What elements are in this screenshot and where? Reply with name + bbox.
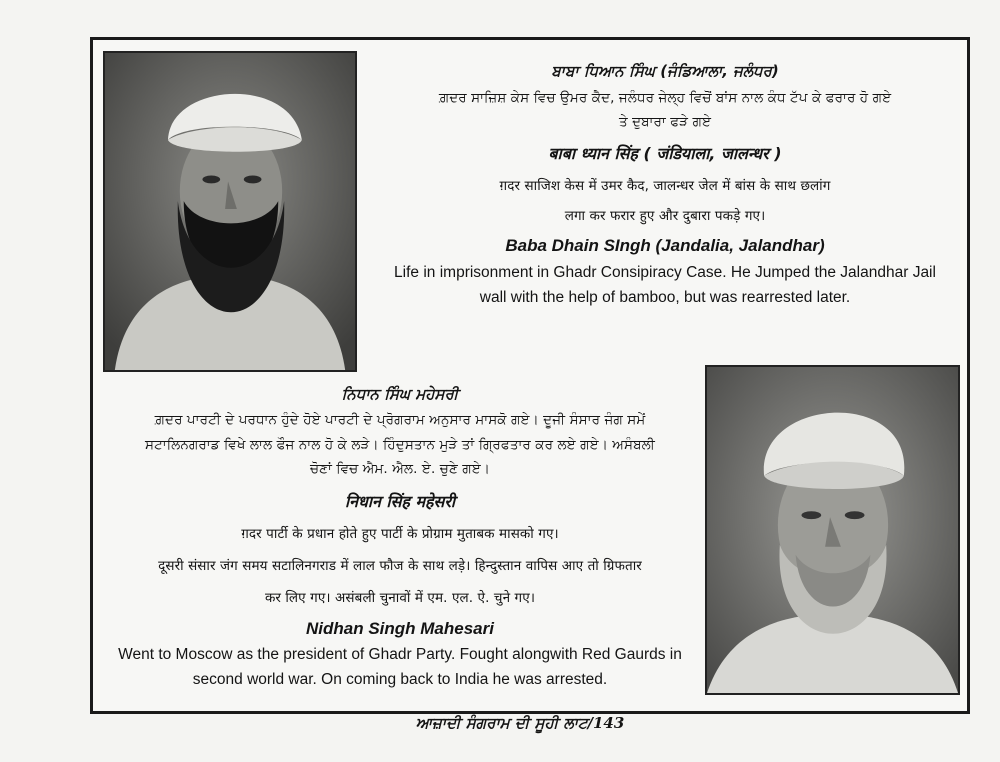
entry1-english-line1: Life in imprisonment in Ghadr Consipiracy Case. He Jumped the Jalandhar Jail [394,264,936,281]
entry1-hindi-line2: लगा कर फरार हुए और दुबारा पकड़े गए। [564,208,766,224]
entry2-hindi-line3: कर लिए गए। असंबली चुनावों में एम. एल. ऐ. चुने गए। [264,590,536,606]
entry2-punjabi-line2: ਸਟਾਲਿਨਗਰਾਡ ਵਿਖੇ ਲਾਲ ਫੌਜ ਨਾਲ ਹੋ ਕੇ ਲੜੇ। ਹਿੰਦੁਸਤਾਨ ਮੁੜੇ ਤਾਂ ਗ੍ਰਿਫਤਾਰ ਕਰ ਲਏ ਗਏ। ਅਸੰਬਲੀ [145,437,655,453]
entry1-hindi-line1: ग़दर साजिश केस में उमर कैद, जालन्धर जेल में बांस के साथ छलांग [499,178,831,194]
entry2-punjabi-title: ਨਿਧਾਨ ਸਿੰਘ ਮਹੇਸਰੀ [341,385,459,403]
entry2-hindi-title: निधान सिंह महेसरी [344,492,456,511]
entry2-english-title: Nidhan Singh Mahesari [306,619,494,638]
entry2-punjabi-line1: ਗ਼ਦਰ ਪਾਰਟੀ ਦੇ ਪਰਧਾਨ ਹੁੰਦੇ ਹੋਏ ਪਾਰਟੀ ਦੇ ਪ੍ਰੋਗਰਾਮ ਅਨੁਸਾਰ ਮਾਸਕੋ ਗਏ। ਦੂਜੀ ਸੰਸਾਰ ਜੰਗ ਸਮੇਂ [154,412,646,428]
portrait-baba-dhain-singh [103,51,357,372]
entry2-hindi-line1: ग़दर पार्टी के प्रधान होते हुए पार्टी के प्रोग्राम मुताबक मासको गए। [241,526,559,542]
entry2-hindi-line2: दूसरी संसार जंग समय सटालिनगराड में लाल फौज के साथ लड़े। हिन्दुस्तान वापिस आए तो ग्रिफतार [158,558,642,574]
portrait-nidhan-singh-mahesari [705,365,960,695]
entry1-english-title: Baba Dhain SIngh (Jandalia, Jalandhar) [505,236,825,255]
entry1-punjabi-line2: ਤੇ ਦੁਬਾਰਾ ਫੜੇ ਗਏ [618,114,712,130]
entry1-hindi-title: बाबा ध्यान सिंह ( जंडियाला, जालन्धर ) [548,144,782,163]
entry2-english-line2: second world war. On coming back to India he was arrested. [192,671,608,688]
entry1-punjabi-line1: ਗ਼ਦਰ ਸਾਜ਼ਿਸ਼ ਕੇਸ ਵਿਚ ਉਮਰ ਕੈਦ, ਜਲੰਧਰ ਜੇਲ੍ਹ ਵਿਚੋਂ ਬਾਂਸ ਨਾਲ ਕੰਧ ਟੱਪ ਕੇ ਫਰਾਰ ਹੋ ਗਏ [438,90,892,106]
entry2-punjabi-line3: ਚੋਣਾਂ ਵਿਚ ਐਮ. ਐਲ. ਏ. ਚੁਣੇ ਗਏ। [309,461,490,477]
entry2-english-line1: Went to Moscow as the president of Ghadr Party. Fought alongwith Red Gaurds in [118,646,682,663]
entry1-english-line2: wall with the help of bamboo, but was rearrested later. [479,289,851,306]
page-footer: ਆਜ਼ਾਦੀ ਸੰਗਰਾਮ ਦੀ ਸੂਹੀ ਲਾਟ/143 [415,714,625,732]
entry1-punjabi-title: ਬਾਬਾ ਧਿਆਨ ਸਿੰਘ (ਜੰਡਿਆਲਾ, ਜਲੰਧਰ) [551,62,779,80]
